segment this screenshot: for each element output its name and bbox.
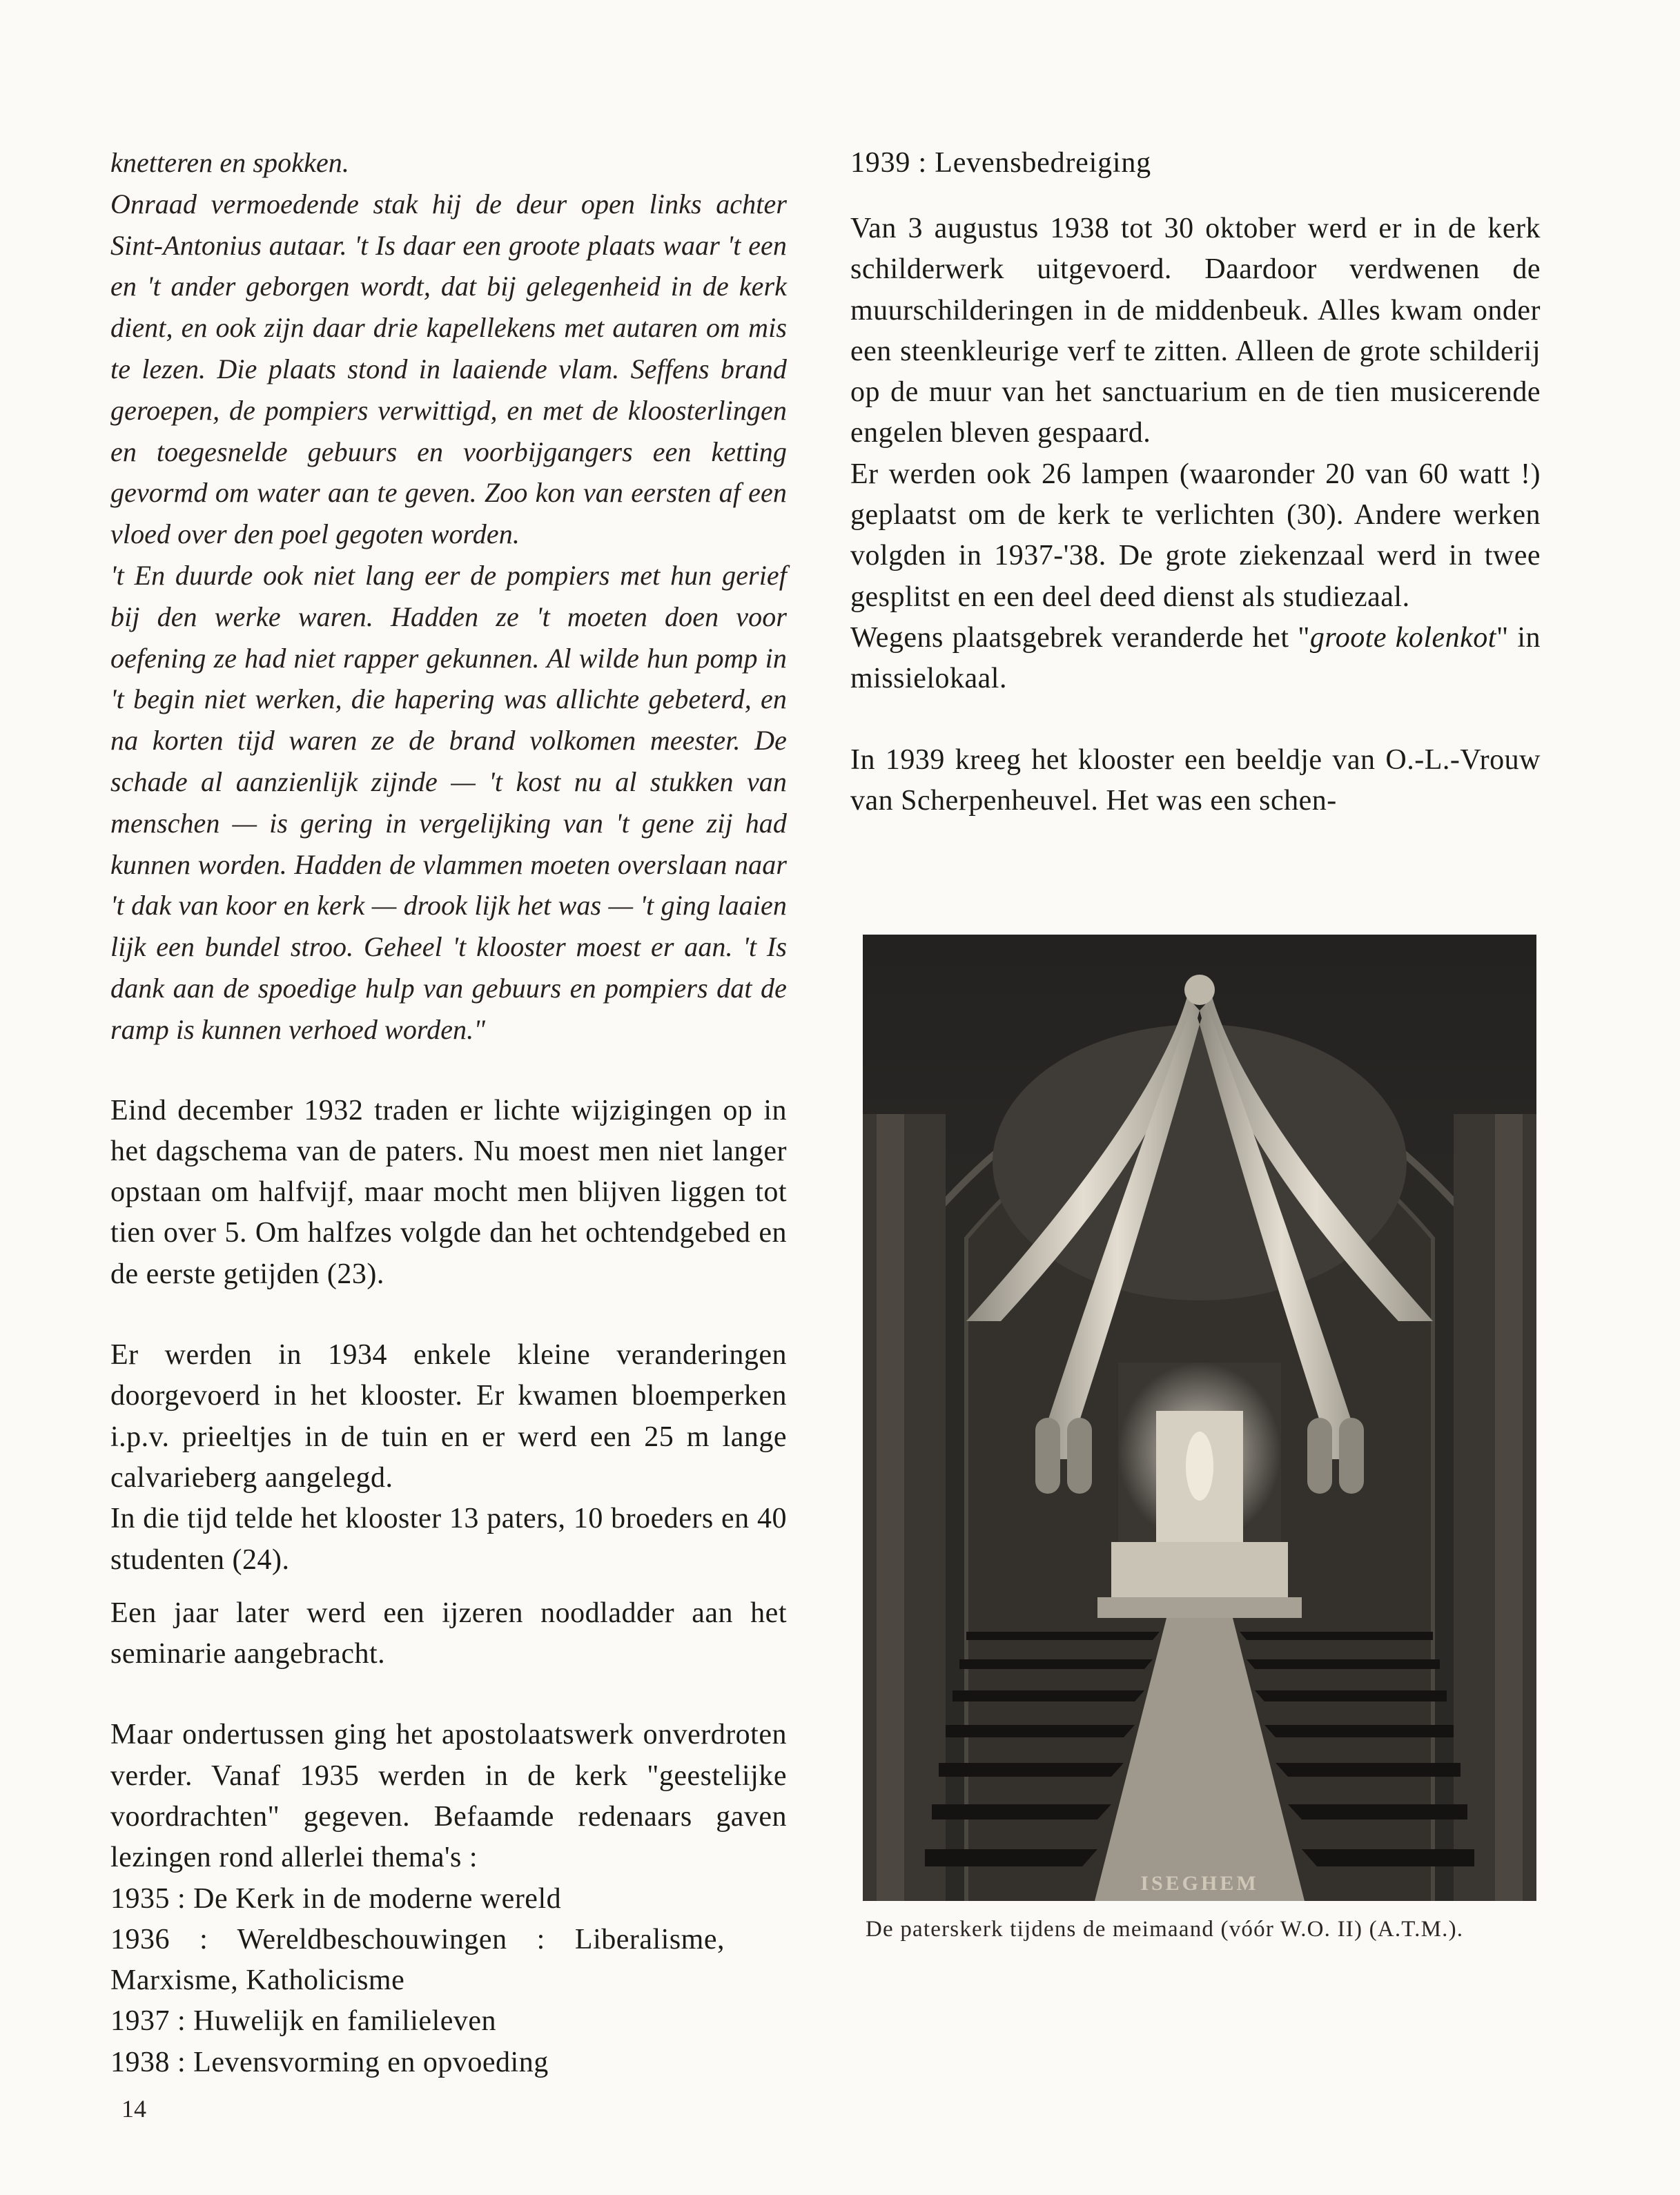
paragraph-schedule: Eind december 1932 traden er lichte wijzigingen op in het dagschema van de paters. Nu moest men niet langer opstaan om halfvijf, maar mocht men blijven liggen tot tien over 5. Om halfzes volgde dan het ochtendgebed en de eerste getijden (23).: [110, 1094, 787, 1290]
topic-1937: 1937 : Huwelijk en familieleven: [110, 2005, 497, 2038]
quote-paragraph-3: 't En duurde ook niet lang eer de pompiers met hun gerief bij den werke waren. Hadden ze 't moeten doen voor oefening ze had niet rapper gekunnen. Al wilde hun pomp in 't begin niet werken, die hapering was allichte gebeterd, en na korten tijd waren ze de brand volkomen meester. De schade al aanzienlijk zijnde — 't kost nu al stukken van menschen — is gering in vergelijking van 't gene zij had kunnen worden. Hadden de vlammen moeten overslaan naar 't dak van koor en kerk — drook lijk het was — 't ging laaien lijk een bundel stroo. Geheel 't klooster moest er aan. 't Is dank aan de spoedige hulp van gebuurs en pompiers dat de ramp is kunnen verhoed worden.": [110, 559, 787, 1045]
paragraph-missielokaal: [850, 618, 1541, 700]
right-column: [850, 142, 1541, 821]
quote-line-1: knetteren en spokken.: [110, 147, 350, 178]
paragraph-statue: In 1939 kreeg het klooster een beeldje van O.-L.-Vrouw van Scherpenheuvel. Het was een schen-: [850, 743, 1541, 817]
topic-1936: 1936 : Wereldbeschouwingen : Liberalisme, Marxisme, Katholicisme: [110, 1923, 725, 1997]
paragraph-painting: Van 3 augustus 1938 tot 30 oktober werd er in de kerk schilderwerk uitgevoerd. Daardoor verdwenen de muurschilderingen in de middenbeuk. Alles kwam onder een steenkleurige verf te zitten. Alleen de grote schilderij op de muur van het sanctuarium en de tien musicerende engelen bleven gespaard.: [850, 213, 1541, 449]
left-column: [110, 142, 787, 2083]
p3-italic: groote kolenkot: [1309, 621, 1496, 654]
church-interior-photo: [863, 935, 1536, 1901]
section-heading: 1939 : Levensbedreiging: [850, 147, 1151, 179]
page-number: 14: [121, 2095, 146, 2123]
paragraph-lamps: Er werden ook 26 lampen (waaronder 20 van 60 watt !) geplaatst om de kerk te verlichten (30). Andere werken volgden in 1937-'38. De grote ziekenzaal werd in twee gesplitst en een deel deed dienst als studiezaal.: [850, 458, 1541, 613]
p3-start: Wegens plaatsgebrek veranderde het ": [850, 621, 1310, 654]
quoted-newspaper-text: [110, 142, 787, 1051]
body-text-left: [110, 1091, 787, 2084]
p3-end: " in missielokaal.: [850, 621, 1541, 695]
photo-caption: De paterskerk tijdens de meimaand (vóór W.O. II) (A.T.M.).: [866, 1917, 1464, 1942]
topic-1935: 1935 : De Kerk in de moderne wereld: [110, 1882, 562, 1915]
paragraph-ladder: Een jaar later werd een ijzeren noodladder aan het seminarie aangebracht.: [110, 1597, 787, 1670]
paragraph-changes-1934: Er werden in 1934 enkele kleine veranderingen doorgevoerd in het klooster. Er kwamen bloemperken i.p.v. prieeltjes in de tuin en er werd een 25 m lange calvarieberg aangelegd.: [110, 1339, 787, 1494]
quote-paragraph-2: Onraad vermoedende stak hij de deur open links achter Sint-Antonius autaar. 't Is daar een groote plaats waar 't een en 't ander geborgen wordt, dat bij gelegenheid in de kerk dient, en ook zijn daar drie kapellekens met autaren om mis te lezen. Die plaats stond in laaiende vlam. Seffens brand geroepen, de pompiers verwittigd, en met de kloosterlingen en toegesnelde gebuurs en voorbijgangers een ketting gevormd om water aan te geven. Zoo kon van eersten af een vloed over den poel gegoten worden.: [110, 188, 787, 550]
topic-1938: 1938 : Levensvorming en opvoeding: [110, 2046, 549, 2078]
paragraph-apostolate: Maar ondertussen ging het apostolaatswerk onverdroten verder. Vanaf 1935 werden in de kerk "geestelijke voordrachten" gegeven. Befaamde redenaars gaven lezingen rond allerlei thema's :: [110, 1719, 787, 1874]
body-text-right: [850, 208, 1541, 821]
paragraph-count: In die tijd telde het klooster 13 paters, 10 broeders en 40 studenten (24).: [110, 1503, 787, 1576]
photo-label: ISEGHEM: [1140, 1872, 1259, 1895]
